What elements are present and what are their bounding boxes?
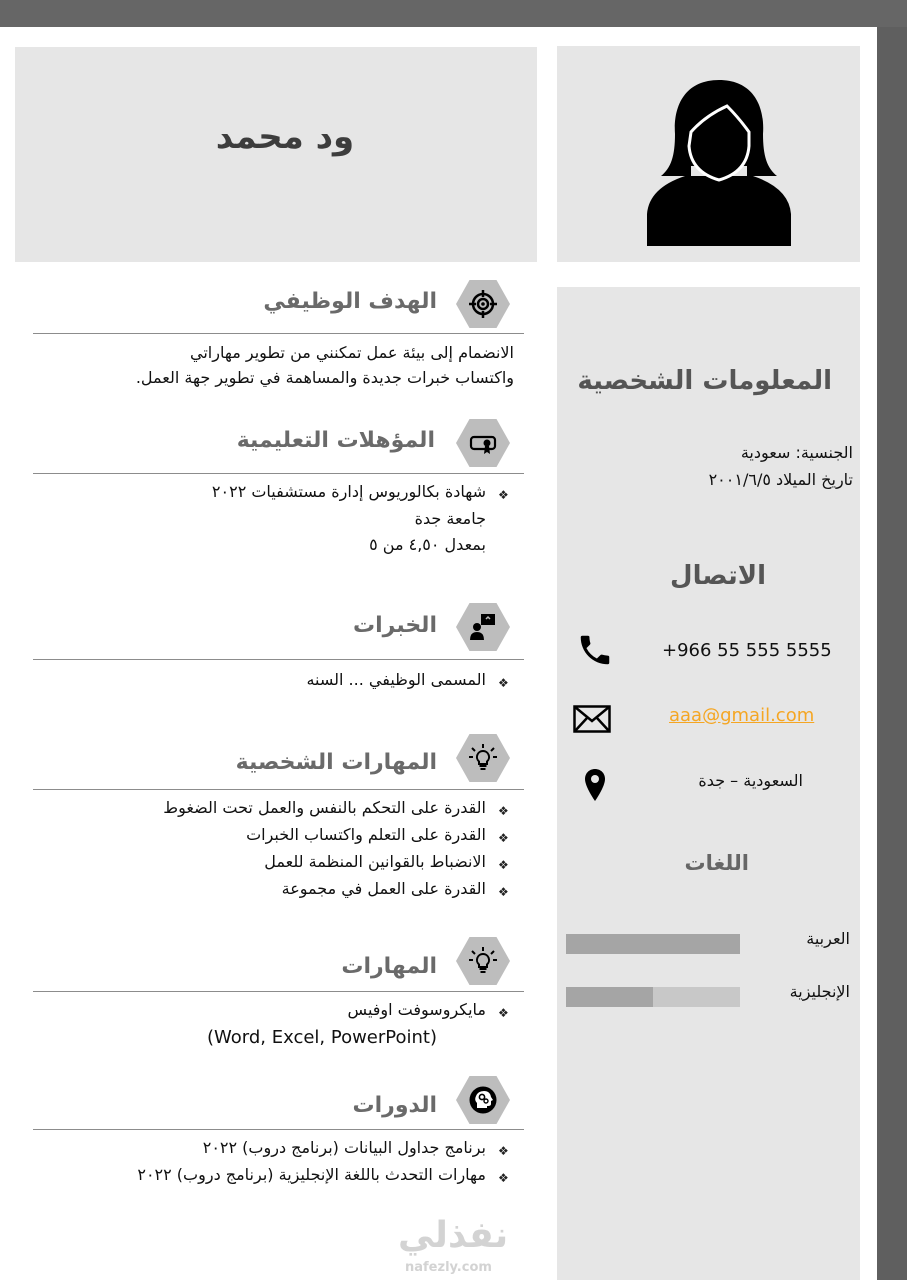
bullet-icon: ❖ <box>498 488 509 502</box>
personal-skill-item: القدرة على التعلم واكتساب الخبرات <box>246 825 486 844</box>
section-divider <box>33 991 524 992</box>
bullet-icon: ❖ <box>498 1171 509 1185</box>
skill-detail: (Word, Excel, PowerPoint) <box>207 1027 437 1048</box>
location-pin-icon <box>584 768 606 802</box>
birthdate-text: تاريخ الميلاد ٢٠٠١/٦/٥ <box>708 470 853 489</box>
target-icon <box>469 290 497 318</box>
watermark-url: nafezly.com <box>405 1260 492 1275</box>
language-level-fill <box>566 934 740 954</box>
section-divider <box>33 1129 524 1130</box>
candidate-name: ود محمد <box>215 117 355 157</box>
objective-title: الهدف الوظيفي <box>263 289 437 314</box>
courses-title: الدورات <box>352 1093 437 1118</box>
phone-icon <box>576 631 614 669</box>
personal-skill-item: القدرة على العمل في مجموعة <box>281 879 486 898</box>
bullet-icon: ❖ <box>498 1006 509 1020</box>
experience-title: الخبرات <box>353 613 437 638</box>
objective-line: الانضمام إلى بيئة عمل تمكنني من تطوير مهاراتي <box>190 343 514 362</box>
education-title: المؤهلات التعليمية <box>236 428 435 453</box>
experience-item: المسمى الوظيفي ... السنه <box>306 670 486 689</box>
lightbulb-icon <box>469 947 497 975</box>
page-edge <box>877 27 907 1280</box>
degree-text: شهادة بكالوريوس إدارة مستشفيات ٢٠٢٢ <box>211 482 486 501</box>
top-frame <box>0 0 907 27</box>
personal-skill-item: الانضباط بالقوانين المنظمة للعمل <box>264 852 486 871</box>
location-text: السعودية – جدة <box>698 771 803 790</box>
skills-title: المهارات <box>341 954 437 979</box>
nationality-text: الجنسية: سعودية <box>740 443 853 462</box>
personal-skills-title: المهارات الشخصية <box>235 750 437 775</box>
bullet-icon: ❖ <box>498 676 509 690</box>
bullet-icon: ❖ <box>498 858 509 872</box>
bullet-icon: ❖ <box>498 1144 509 1158</box>
section-divider <box>33 789 524 790</box>
section-divider <box>33 659 524 660</box>
head-gears-icon <box>469 1086 497 1114</box>
certificate-icon <box>469 429 497 457</box>
personal-info-title: المعلومات الشخصية <box>577 366 832 396</box>
name-panel <box>15 47 537 262</box>
skill-item: مايكروسوفت اوفيس <box>347 1000 486 1019</box>
course-item: برنامج جداول البيانات (برنامج دروب) ٢٠٢٢ <box>202 1138 486 1157</box>
university-text: جامعة جدة <box>414 509 486 528</box>
bullet-icon: ❖ <box>498 831 509 845</box>
gpa-text: بمعدل ٤,٥٠ من ٥ <box>369 535 486 554</box>
language-level-fill <box>566 987 653 1007</box>
avatar-icon <box>645 76 793 246</box>
photo-panel <box>557 46 860 262</box>
languages-title: اللغات <box>684 851 749 875</box>
bullet-icon: ❖ <box>498 804 509 818</box>
presenter-icon <box>469 613 497 641</box>
lightbulb-icon <box>469 744 497 772</box>
language-name: العربية <box>806 929 850 948</box>
contact-title: الاتصال <box>670 561 766 591</box>
watermark-logo: نفذلي <box>398 1215 509 1256</box>
language-name: الإنجليزية <box>789 982 850 1001</box>
personal-skill-item: القدرة على التحكم بالنفس والعمل تحت الضغوط <box>163 798 486 817</box>
objective-line: واكتساب خبرات جديدة والمساهمة في تطوير جهة العمل. <box>135 368 514 387</box>
email-icon <box>573 705 611 733</box>
email-link[interactable]: aaa@gmail.com <box>669 705 815 726</box>
section-divider <box>33 333 524 334</box>
bullet-icon: ❖ <box>498 885 509 899</box>
section-divider <box>33 473 524 474</box>
course-item: مهارات التحدث باللغة الإنجليزية (برنامج دروب) ٢٠٢٢ <box>137 1165 486 1184</box>
phone-number: +966 55 555 5555 <box>662 640 832 661</box>
